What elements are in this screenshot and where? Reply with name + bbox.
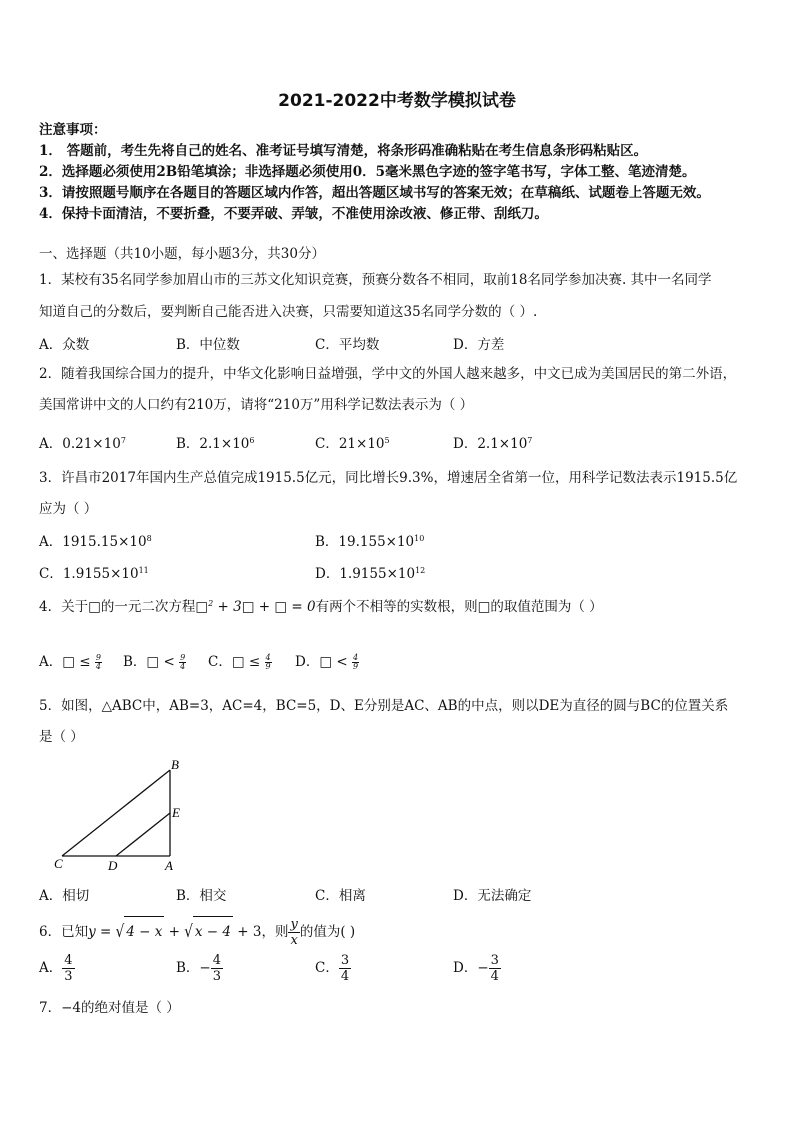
q5-line2: 是（ ） — [39, 729, 84, 745]
q1-option-c: C．平均数 — [315, 337, 380, 353]
q3-option-b: B．$19.155\times 10^{10}$ — [315, 534, 425, 550]
q5-option-c: C．相离 — [315, 888, 366, 904]
q4-option-a: A．□ ≤ $\frac{9}{4}$ — [39, 653, 101, 671]
q3-option-c: C．$1.9155\times 10^{11}$ — [39, 566, 149, 582]
q6-option-a: A． $\frac{4}{3}$ — [39, 953, 73, 984]
label-d: D — [108, 858, 118, 873]
notice-item-3: 3．请按照题号顺序在各题目的答题区域内作答，超出答题区域书写的答案无效；在草稿纸、试题卷上答题无效。 — [39, 185, 710, 201]
segment-de — [116, 813, 170, 856]
notice-item-4: 4．保持卡面清洁，不要折叠，不要弄破、弄皱，不准使用涂改液、修正带、刮纸刀。 — [39, 206, 548, 222]
label-c: C — [54, 856, 63, 871]
q4-option-d: D．□ < $\frac{4}{9}$ — [295, 653, 359, 671]
q5-option-b: B．相交 — [176, 888, 227, 904]
q5-option-a: A．相切 — [39, 888, 90, 904]
notice-heading: 注意事项： — [39, 122, 107, 138]
q1-option-d: D．方差 — [453, 337, 505, 353]
q6-option-b: B．− $\frac{4}{3}$ — [176, 953, 222, 984]
label-e: E — [172, 805, 180, 820]
q1-line2: 知道自己的分数后，要判断自己能否进入决赛，只需要知道这35名同学分数的（ ）. — [39, 304, 538, 320]
page-title: 2021-2022中考数学模拟试卷 — [278, 91, 516, 111]
q4-option-b: B．□ < $\frac{9}{4}$ — [123, 653, 186, 671]
q3-option-d: D．$1.9155\times 10^{12}$ — [315, 566, 426, 582]
q2-option-b: B．$2.1\times 10^6$ — [176, 436, 255, 452]
q3-line1: 3．许昌市2017年国内生产总值完成1915.5亿元，同比增长9.3%，增速居全省第一位，用科学记数法表示1915.5亿 — [39, 470, 738, 486]
q3-option-a: A．$1915.15\times 10^8$ — [39, 534, 152, 550]
q1-line1: 1．某校有35名同学参加眉山市的三苏文化知识竞赛，预赛分数各不相同，取前18名同学参加决赛. 其中一名同学 — [39, 272, 712, 288]
q5-triangle-figure — [40, 752, 200, 874]
notice-item-2: 2．选择题必须使用2B铅笔填涂；非选择题必须使用0．5毫米黑色字迹的签字笔书写，字体工整、笔迹清楚。 — [39, 164, 696, 180]
q1-option-b: B．中位数 — [176, 337, 240, 353]
q2-option-a: A．$0.21\times 10^7$ — [39, 436, 126, 452]
q5-line1: 5．如图，△ABC中，AB=3，AC=4，BC=5，D、E分别是AC、AB的中点，则以DE为直径的圆与BC的位置关系 — [39, 698, 729, 714]
side-cb — [62, 770, 170, 856]
q4-line: 4．关于□的一元二次方程□$^2$ + 3□ + □ = 0有两个不相等的实数根，则□的取值范围为（ ） — [39, 599, 603, 615]
q6-option-d: D．− $\frac{3}{4}$ — [453, 953, 499, 984]
label-b: B — [171, 757, 179, 772]
q3-line2: 应为（ ） — [39, 501, 98, 517]
q2-option-c: C．$21\times 10^5$ — [315, 436, 390, 452]
notice-item-1: 1． 答题前，考生先将自己的姓名、准考证号填写清楚，将条形码准确粘贴在考生信息条形码粘贴区。 — [39, 143, 648, 159]
label-a: A — [165, 858, 173, 873]
q1-option-a: A．众数 — [39, 337, 90, 353]
section-heading: 一、选择题（共10小题，每小题3分，共30分） — [39, 246, 325, 262]
q7-line: 7．−4的绝对值是（ ） — [39, 1000, 180, 1016]
q6-line: 6．已知y = √ 4 − x + √ x − 4 + 3，则 $\frac{y}{x}$ 的值为( ) — [39, 917, 356, 948]
q2-option-d: D．$2.1\times 10^7$ — [453, 436, 533, 452]
q4-option-c: C．□ ≤ $\frac{4}{9}$ — [208, 653, 271, 671]
q6-option-c: C． $\frac{3}{4}$ — [315, 953, 350, 984]
q2-line1: 2．随着我国综合国力的提升，中华文化影响日益增强，学中文的外国人越来越多，中文已成为美国居民的第二外语， — [39, 366, 737, 382]
q5-option-d: D．无法确定 — [453, 888, 532, 904]
q2-line2: 美国常讲中文的人口约有210万，请将“210万”用科学记数法表示为（ ） — [39, 397, 474, 413]
